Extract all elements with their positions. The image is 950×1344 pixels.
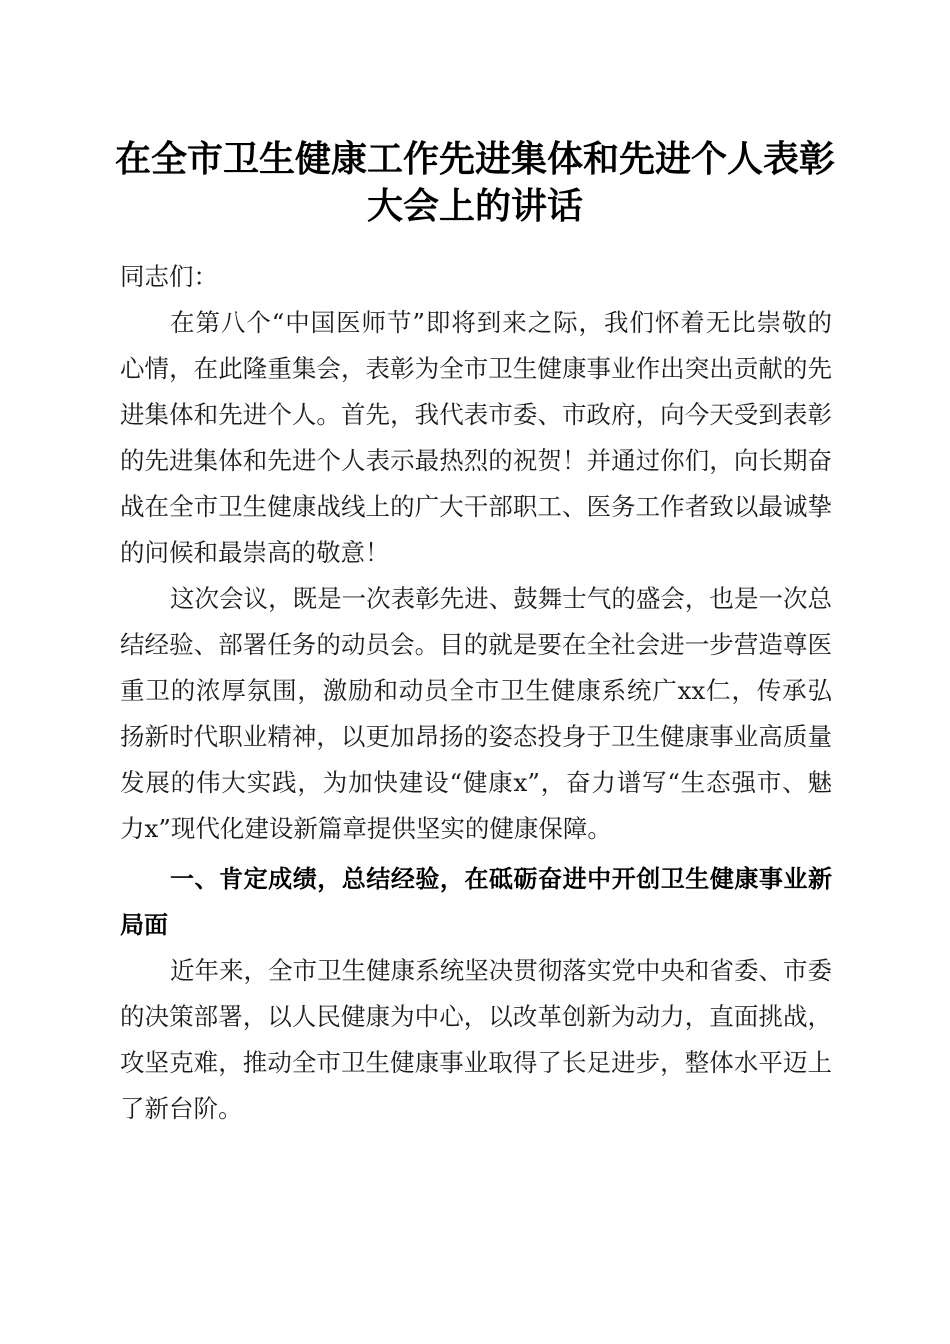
- document-body: [120, 254, 832, 1132]
- section-heading-1: 一、肯定成绩，总结经验，在砥砺奋进中开创卫生健康事业新局面: [120, 865, 832, 939]
- document-title-line-2: 大会上的讲话: [366, 185, 583, 227]
- paragraph-1: 在第八个“中国医师节”即将到来之际，我们怀着无比崇敬的心情，在此隆重集会，表彰为全市卫生健康事业作出突出贡献的先进集体和先进个人。首先，我代表市委、市政府，向今天受到表彰的先进集体和先进个人表示最热烈的祝贺！并通过你们，向长期奋战在全市卫生健康战线上的广大干部职工、医务工作者致以最诚挚的问候和最崇高的敬意！: [120, 308, 832, 567]
- document-title-line-1: 在全市卫生健康工作先进集体和先进个人表彰: [114, 138, 835, 180]
- paragraph-2: 这次会议，既是一次表彰先进、鼓舞士气的盛会，也是一次总结经验、部署任务的动员会。目的就是要在全社会进一步营造尊医重卫的浓厚氛围，激励和动员全市卫生健康系统广xx仁，传承弘扬新时代职业精神，以更加昂扬的姿态投身于卫生健康事业高质量发展的伟大实践，为加快建设“健康x”，奋力谱写“生态强市、魅力x”现代化建设新篇章提供坚实的健康保障。: [120, 584, 832, 843]
- salutation: 同志们：: [120, 262, 218, 291]
- document-title: [100, 136, 850, 230]
- section-1-paragraph-1: 近年来，全市卫生健康系统坚决贯彻落实党中央和省委、市委的决策部署，以人民健康为中心，以改革创新为动力，直面挑战，攻坚克难，推动全市卫生健康事业取得了长足进步，整体水平迈上了新台阶。: [120, 956, 832, 1123]
